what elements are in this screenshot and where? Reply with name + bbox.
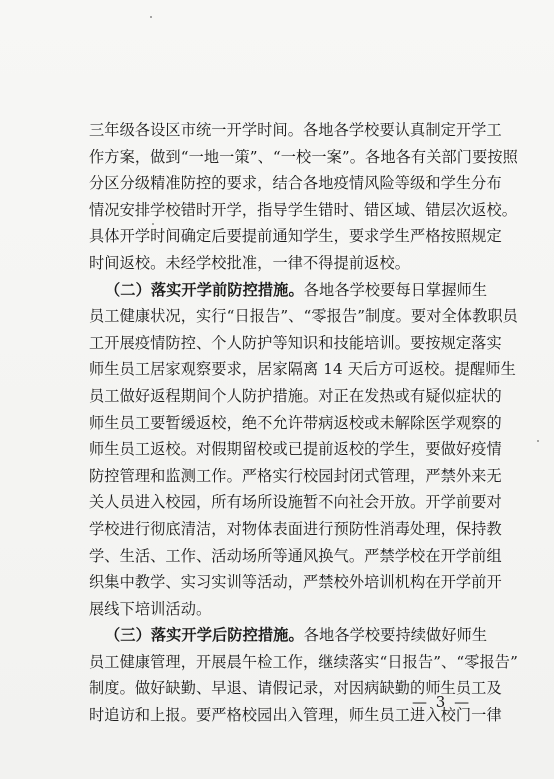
paragraph-line: 分区分级精准防控的要求，结合各地疫情风险等级和学生分布 <box>89 174 502 193</box>
section-2-heading: （二）落实开学前防控措施。 <box>105 280 304 299</box>
paragraph-line: 情况安排学校错时开学，指导学生错时、错区域、错层次返校。 <box>89 200 518 219</box>
paragraph-line: 关人员进入校园，所有场所设施暂不向社会开放。开学前要对 <box>89 493 502 512</box>
paragraph-line: 工开展疫情防控、个人防护等知识和技能培训。要按规定落实 <box>89 333 502 352</box>
paragraph-line: 员工做好返程期间个人防护措施。对正在发热或有疑似症状的 <box>89 386 502 405</box>
paragraph-line: 时追访和上报。要严格校园出入管理，师生员工进入校门一律 <box>89 706 502 725</box>
section-3-first-line <box>89 622 488 649</box>
section-2-first-line-text: 各地各学校要每日掌握师生 <box>303 280 488 299</box>
paragraph-line: 师生员工返校。对假期留校或已提前返校的学生，要做好疫情 <box>89 440 502 459</box>
paragraph-line: 展线下培训活动。 <box>89 599 212 618</box>
paragraph-line: 制度。做好缺勤、早退、请假记录，对因病缺勤的师生员工及 <box>89 679 502 698</box>
paragraph-line: 员工健康管理，开展晨午检工作，继续落实“日报告”、“零报告” <box>89 652 518 671</box>
paragraph-line: 师生员工要暂缓返校，绝不允许带病返校或未解除医学观察的 <box>89 413 502 432</box>
body-text <box>89 117 518 729</box>
paragraph-line: 师生员工居家观察要求，居家隔离 14 天后方可返校。提醒师生 <box>89 360 516 379</box>
paragraph-line: 学校进行彻底清洁，对物体表面进行预防性消毒处理，保持教 <box>89 519 502 538</box>
section-3-first-line-text: 各地各学校要持续做好师生 <box>303 626 488 645</box>
paragraph-line: 具体开学时间确定后要提前通知学生，要求学生严格按照规定 <box>89 227 502 246</box>
paragraph-line: 作方案，做到“一地一策”、“一校一案”。各地各有关部门要按照 <box>89 147 518 166</box>
paragraph-line: 员工健康状况，实行“日报告”、“零报告”制度。要对全体教职员 <box>89 307 518 326</box>
paragraph-line: 织集中教学、实习实训等活动，严禁校外培训机构在开学前开 <box>89 573 502 592</box>
section-3-heading: （三）落实开学后防控措施。 <box>105 626 304 645</box>
paragraph-line: 学、生活、工作、活动场所等通风换气。严禁学校在开学前组 <box>89 546 502 565</box>
section-2-first-line <box>89 277 488 304</box>
scan-speck <box>150 16 152 18</box>
paragraph-line: 防控管理和监测工作。严格实行校园封闭式管理，严禁外来无 <box>89 466 502 485</box>
paragraph-line: 三年级各设区市统一开学时间。各地各学校要认真制定开学工 <box>89 121 502 139</box>
paragraph-line: 时间返校。未经学校批准，一律不得提前返校。 <box>89 253 411 272</box>
page-number: — 3 — <box>412 693 472 711</box>
scan-speck <box>537 440 539 442</box>
